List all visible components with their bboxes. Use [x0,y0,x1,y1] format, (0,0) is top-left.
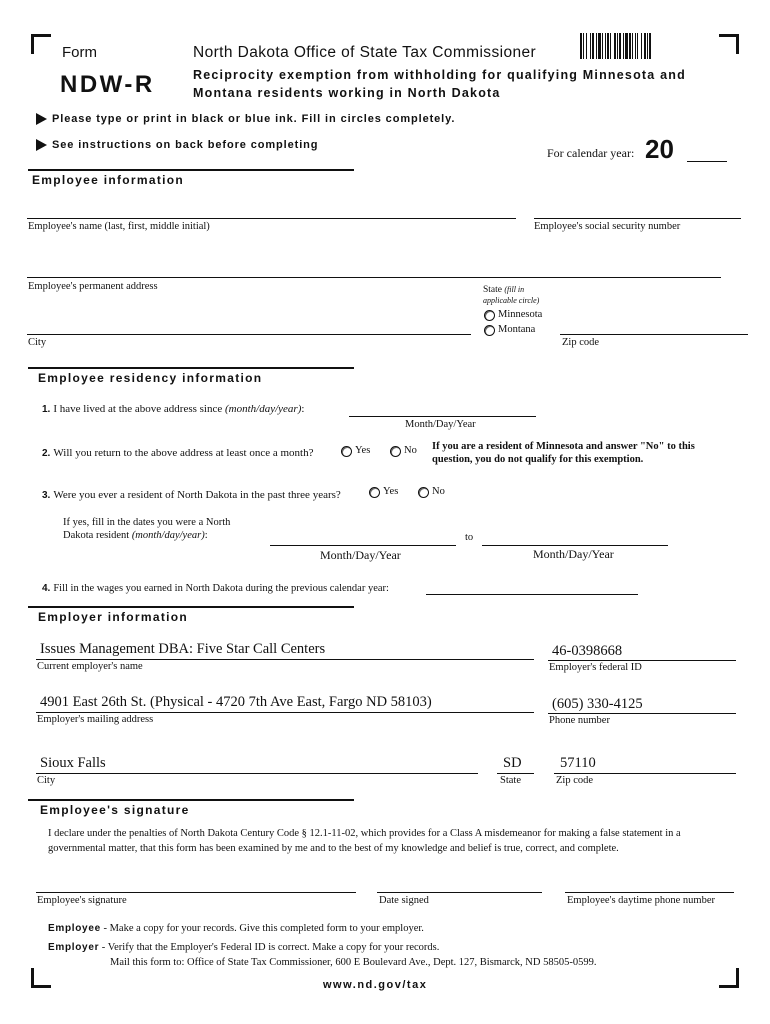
employer-state-label: State [500,775,521,786]
nd-resident-to-field[interactable] [482,545,668,546]
employer-address-value[interactable]: 4901 East 26th St. (Physical - 4720 7th Ave East, Fargo ND 58103) [40,694,432,710]
to-label: to [465,532,474,543]
employer-phone-value[interactable]: (605) 330-4125 [552,696,643,712]
year-prefix: 20 [645,134,674,164]
nd-resident-from-field[interactable] [270,545,456,546]
q3-no-radio[interactable] [418,487,429,498]
arrow-right-icon [36,113,47,125]
footer-employee-note: Employee - Make a copy for your records. Give this completed form to your employer. [48,923,424,934]
employer-city-label: City [37,775,56,786]
employee-ssn-label: Employee's social security number [534,221,681,232]
footer-employer-note: Employer - Verify that the Employer's Federal ID is correct. Make a copy for your records. [48,942,440,953]
barcode [580,33,696,59]
corner-mark-bottom-left [31,968,51,988]
employer-address-label: Employer's mailing address [37,714,154,725]
form-title-line2: Montana residents working in North Dakota [193,86,501,100]
calendar-year-label: For calendar year: [547,146,635,160]
employee-city-label: City [28,337,47,348]
agency-name: North Dakota Office of State Tax Commissioner [193,44,537,61]
employee-signature-field[interactable] [36,892,356,893]
employee-zip-field[interactable] [560,334,748,335]
employer-state-value[interactable]: SD [503,755,522,771]
state-hint: applicable circle) [483,296,540,305]
date-signed-label: Date signed [379,895,429,906]
q3-sub-line2: Dakota resident (month/day/year): [63,530,208,541]
instruction-ink: Please type or print in black or blue ink. Fill in circles completely. [52,113,456,125]
q2-no-label: No [404,445,417,456]
corner-mark-top-left [31,34,51,54]
q2-note-line2: question, you do not qualify for this exemption. [432,454,644,465]
declaration-line1: I declare under the penalties of North Dakota Century Code § 12.1-11-02, which provides for a Class A misdemeanor for making a false statement in a [48,828,681,839]
state-minnesota-label: Minnesota [498,309,543,320]
section-heading-employer: Employer information [38,610,189,624]
state-minnesota-radio[interactable] [484,310,495,321]
employee-phone-field[interactable] [565,892,734,893]
employer-state-field [497,773,534,774]
q2-no-radio[interactable] [390,446,401,457]
question-1: 1. I have lived at the above address since (month/day/year): [42,403,305,415]
form-code: NDW-R [60,71,155,98]
footer-mail-address: Mail this form to: Office of State Tax Commissioner, 600 E Boulevard Ave., Dept. 127, Bismarck, ND 58505-0599. [110,957,597,968]
q2-yes-radio[interactable] [341,446,352,457]
form-word: Form [62,44,97,61]
employer-city-field [36,773,478,774]
calendar-year-field[interactable] [687,161,727,162]
question-2: 2. Will you return to the above address at least once a month? [42,447,314,459]
q3-yes-radio[interactable] [369,487,380,498]
from-date-sublabel: Month/Day/Year [320,548,401,562]
employer-phone-label: Phone number [549,715,610,726]
employer-phone-field [548,713,736,714]
section-heading-signature: Employee's signature [40,803,190,817]
q2-yes-label: Yes [355,445,371,456]
residency-since-sublabel: Month/Day/Year [405,419,476,430]
state-label: State (fill in [483,285,525,295]
employer-zip-value[interactable]: 57110 [560,755,596,771]
employer-city-value[interactable]: Sioux Falls [40,755,106,771]
employee-city-field[interactable] [27,334,471,335]
employer-name-label: Current employer's name [37,661,143,672]
employee-signature-label: Employee's signature [37,895,127,906]
nd-wages-field[interactable] [426,594,638,595]
section-divider [28,799,354,801]
date-signed-field[interactable] [377,892,542,893]
section-divider [28,606,354,608]
state-montana-label: Montana [498,324,536,335]
section-divider [28,169,354,171]
employee-name-field[interactable] [27,218,516,219]
declaration-line2: governmental matter, that this form has been examined by me and to the best of my knowledge and belief is true, correct, and complete. [48,843,619,854]
employee-phone-label: Employee's daytime phone number [567,895,715,906]
employer-fein-field [548,660,736,661]
q3-sub-line1: If yes, fill in the dates you were a North [63,517,231,528]
q3-yes-label: Yes [383,486,399,497]
employee-address-field[interactable] [27,277,721,278]
corner-mark-bottom-right [719,968,739,988]
employer-zip-field [554,773,736,774]
employer-address-field [36,712,534,713]
employer-fein-label: Employer's federal ID [549,662,642,673]
corner-mark-top-right [719,34,739,54]
state-montana-radio[interactable] [484,325,495,336]
employer-zip-label: Zip code [556,775,594,786]
footer-website[interactable]: www.nd.gov/tax [323,979,428,991]
instruction-see-back: See instructions on back before completing [52,139,319,151]
form-title-line1: Reciprocity exemption from withholding for qualifying Minnesota and [193,68,686,82]
section-heading-residency: Employee residency information [38,371,263,385]
residency-since-field[interactable] [349,416,536,417]
employer-name-field [36,659,534,660]
section-divider [28,367,354,369]
arrow-right-icon [36,139,47,151]
question-3: 3. Were you ever a resident of North Dakota in the past three years? [42,489,341,501]
to-date-sublabel: Month/Day/Year [533,547,614,561]
employee-ssn-field[interactable] [534,218,741,219]
employer-name-value[interactable]: Issues Management DBA: Five Star Call Centers [40,641,326,657]
q3-no-label: No [432,486,445,497]
q2-note-line1: If you are a resident of Minnesota and answer "No" to this [432,441,695,452]
employee-zip-label: Zip code [562,337,600,348]
question-4: 4. Fill in the wages you earned in North Dakota during the previous calendar year: [42,583,389,594]
employer-fein-value[interactable]: 46-0398668 [552,643,623,659]
employee-name-label: Employee's name (last, first, middle initial) [28,221,210,232]
employee-address-label: Employee's permanent address [28,281,158,292]
section-heading-employee: Employee information [32,173,185,187]
